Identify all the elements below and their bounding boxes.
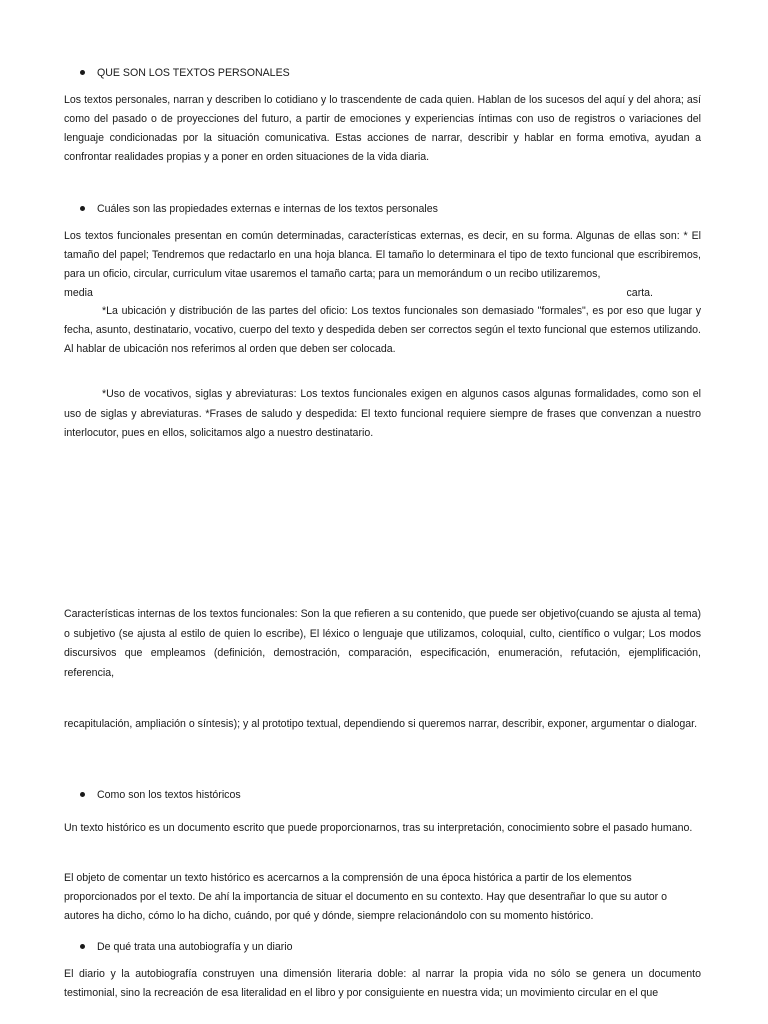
heading-text: Cuáles son las propiedades externas e internas de los textos personales <box>97 203 438 215</box>
paragraph-ubicacion: *La ubicación y distribución de las partes del oficio: Los textos funcionales son demasiado "formales", es por eso que lugar y fecha, asunto, destinatario, vocativo, cuerpo del texto y despedida deben ser correctos según el texto funcional que estemos utilizando. Al hablar de ubicación nos referimos al orden que deben ser colocada. <box>64 305 701 355</box>
line-right-text: carta. <box>626 287 653 299</box>
paragraph-texto-historico-objeto: El objeto de comentar un texto histórico es acercarnos a la comprensión de una época histórica a partir de los elementos proporcionados por el texto. De ahí la importancia de situar el documento en su contexto. Hay que desentrañar lo que su autor o autores ha dicho, cómo lo ha dicho, cuándo, por qué y dónde, siempre relacionándolo con su momento histórico. <box>64 872 668 922</box>
section-heading-textos-personales <box>80 66 290 80</box>
paragraph-caracteristicas-internas: Características internas de los textos funcionales: Son la que refieren a su contenido, que puede ser objetivo(cuando se ajusta al tema) o subjetivo (se ajusta al estilo de quien lo escribe), El léxico o lenguaje que utilizamos, coloquial, culto, científico o vulgar; Los modos discursivos que empleamos (definición, demostración, comparación, especificación, enumeración, refutación, ejemplificación, referencia, <box>64 608 701 679</box>
paragraph-textos-personales: Los textos personales, narran y describen lo cotidiano y lo trascendente de cada quien. Hablan de los sucesos del aquí y del ahora; así como del pasado o de proyecciones del futuro, a partir de emociones y experiencias íntimas con uso de registros o variaciones del lenguaje condicionadas por la situación comunicativa. Estas acciones de narrar, describir y hablar en forma emotiva, ayudan a confrontar realidades propias y a poner en orden situaciones de la vida diaria. <box>64 94 701 163</box>
line-left-text: media <box>64 287 93 299</box>
paragraph-autobiografia-diario: El diario y la autobiografía construyen una dimensión literaria doble: al narrar la propia vida no sólo se genera un documento testimonial, sino la recreación de esa literalidad en el libro y por consiguiente en nuestra vida; un movimiento circular en el que <box>64 968 701 999</box>
bullet-icon <box>80 70 85 75</box>
heading-text: Como son los textos históricos <box>97 789 241 801</box>
section-heading-textos-historicos <box>80 788 241 802</box>
bullet-icon <box>80 944 85 949</box>
section-heading-autobiografia-diario <box>80 940 293 954</box>
paragraph-texto-historico-definicion: Un texto histórico es un documento escrito que puede proporcionarnos, tras su interpretación, conocimiento sobre el pasado humano. <box>64 822 693 834</box>
bullet-icon <box>80 792 85 797</box>
bullet-icon <box>80 206 85 211</box>
paragraph-caracteristicas-externas: Los textos funcionales presentan en común determinadas, características externas, es decir, en su forma. Algunas de ellas son: * El tamaño del papel; Tendremos que redactarlo en una hoja blanca. El tamaño lo determinara el tipo de texto funcional que escribiremos, para un oficio, circular, curriculum vitae usaremos el tamaño carta; para un memorándum o un recibo utilizaremos, <box>64 230 701 280</box>
paragraph-recapitulacion: recapitulación, ampliación o síntesis); y al prototipo textual, dependiendo si queremos narrar, describir, exponer, argumentar o dialogar. <box>64 718 698 730</box>
section-heading-propiedades <box>80 202 438 216</box>
heading-text: QUE SON LOS TEXTOS PERSONALES <box>97 67 290 79</box>
paragraph-vocativos: *Uso de vocativos, siglas y abreviaturas: Los textos funcionales exigen en algunos casos algunas formalidades, como son el uso de siglas y abreviaturas. *Frases de saludo y despedida: El texto funcional requiere siempre de frases que convenzan a nuestro interlocutor, pues en ellos, solicitamos algo a nuestro destinatario. <box>64 388 701 439</box>
heading-text: De qué trata una autobiografía y un diario <box>97 941 293 953</box>
